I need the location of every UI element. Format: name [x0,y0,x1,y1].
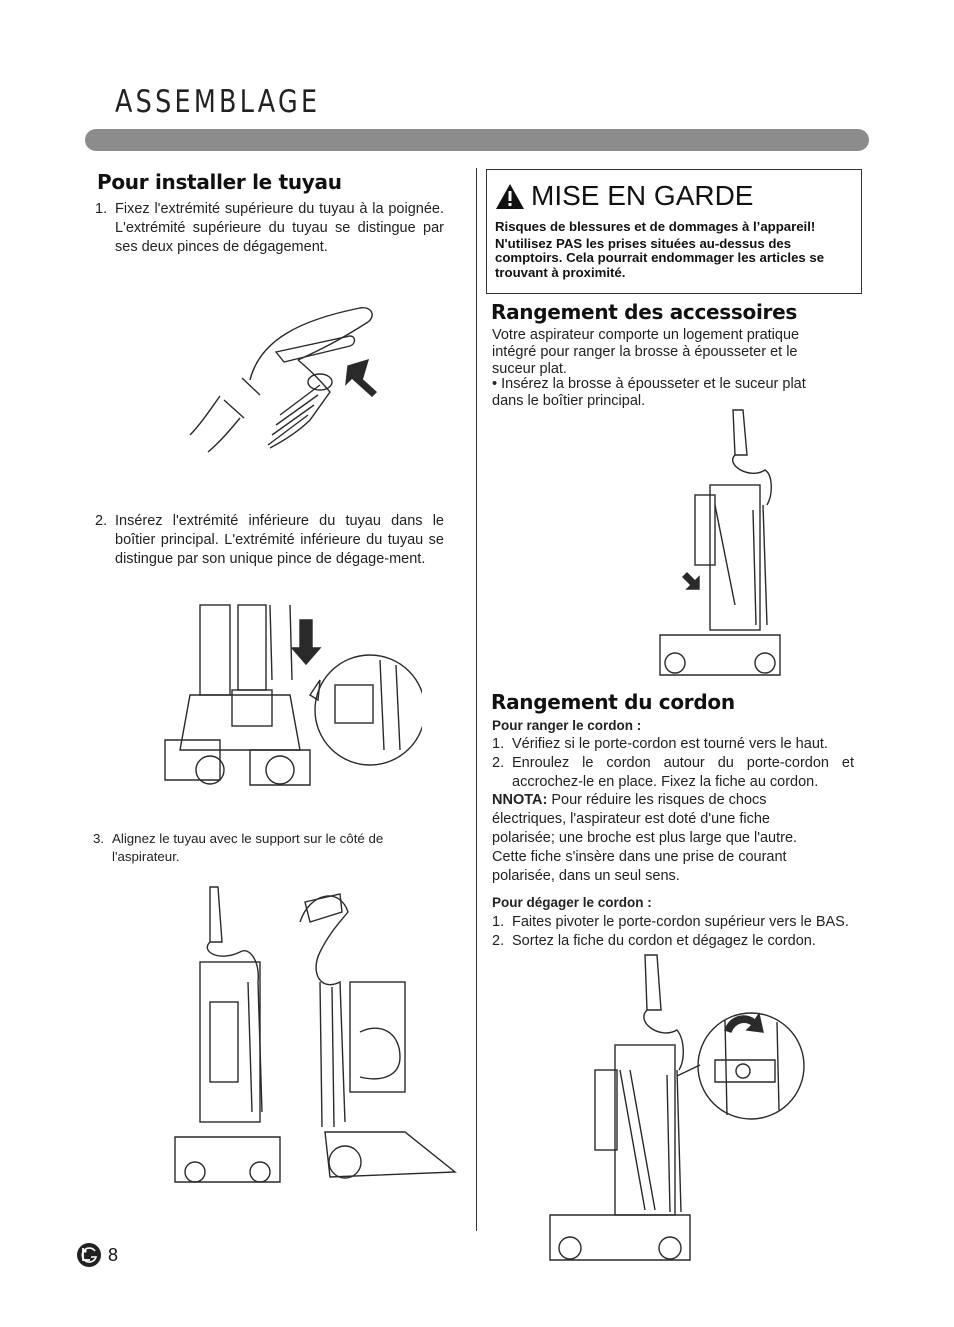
step-text: Sortez la fiche du cordon et dégagez le cordon. [512,933,816,949]
title-bar [85,129,869,151]
hose-handle-illustration [180,300,390,460]
vacuum-views-illustration [170,882,462,1187]
step-text: Alignez le tuyau avec le support sur le côté de l'aspirateur. [112,831,384,864]
arrow-icon [346,360,376,396]
section-heading-install-hose: Pour installer le tuyau [97,170,342,194]
lg-logo-icon [76,1242,102,1268]
warning-line-2: N'utilisez PAS les prises situées au-dessus des comptoirs. Cela pourrait endommager les articles se trouvant à proximité. [495,235,825,280]
warning-box [486,169,862,294]
bullet-text: • Insérez la brosse à épousseter et le suceur plat dans le boîtier principal. [492,376,806,409]
release-cord-label: Pour dégager le cordon : [492,895,652,910]
step-text: Insérez l'extrémité inférieure du tuyau dans le boîtier principal. L'extrémité inférieure du tuyau se distingue par son unique pince de dégage-ment. [115,513,444,567]
accessory-storage-illustration [655,405,785,681]
section-heading-accessories: Rangement des accessoires [491,300,797,324]
store-cord-label: Pour ranger le cordon : [492,718,642,733]
warning-line-1: Risques de blessures et de dommages à l’appareil! [495,219,816,234]
warning-title-row [495,180,853,212]
step-number: 3. [93,831,105,846]
step-text: Faites pivoter le porte-cordon supérieur vers le BAS. [512,914,849,930]
step-number: 2. [492,933,505,949]
cord-holder-illustration [545,950,810,1270]
arrow-icon [683,573,699,589]
warning-title: MISE EN GARDE [531,180,754,211]
column-divider [476,168,477,1231]
step-number: 2. [95,513,108,529]
release-cord-steps [492,913,882,951]
page-title: ASSEMBLAGE [115,84,321,120]
warning-triangle-icon [495,183,525,210]
arrow-down-icon [292,620,320,664]
note-text: Pour réduire les risques de chocs électriques, l'aspirateur est doté d'une fiche polarisée; une broche est plus large que l'autre. Cette fiche s'insère dans une prise de courant polarisée, dans un seul sens. [492,792,798,884]
note-paragraph [492,791,822,886]
step-number: 1. [492,736,505,752]
step-3 [93,830,433,865]
accessories-intro: Votre aspirateur comporte un logement pratique intégré pour ranger la brosse à épousseter et le suceur plat. [492,327,800,377]
note-label: NNOTA: [492,792,548,808]
step-1 [95,200,444,257]
section-heading-cord: Rangement du cordon [491,690,735,714]
store-cord-steps [492,735,854,792]
hose-insertion-illustration [160,600,422,795]
step-text: Enroulez le cordon autour du porte-cordon et accrochez-le en place. Fixez la fiche au cordon. [512,755,854,790]
page-number: 8 [108,1244,119,1265]
step-text: Fixez l'extrémité supérieure du tuyau à la poignée. L'extrémité supérieure du tuyau se distingue par ses deux pinces de dégagement. [115,201,444,255]
step-text: Vérifiez si le porte-cordon est tourné vers le haut. [512,736,828,752]
step-number: 1. [492,914,505,930]
page-footer [76,1242,118,1268]
step-number: 2. [492,755,505,771]
step-2 [95,512,444,569]
step-number: 1. [95,201,108,217]
